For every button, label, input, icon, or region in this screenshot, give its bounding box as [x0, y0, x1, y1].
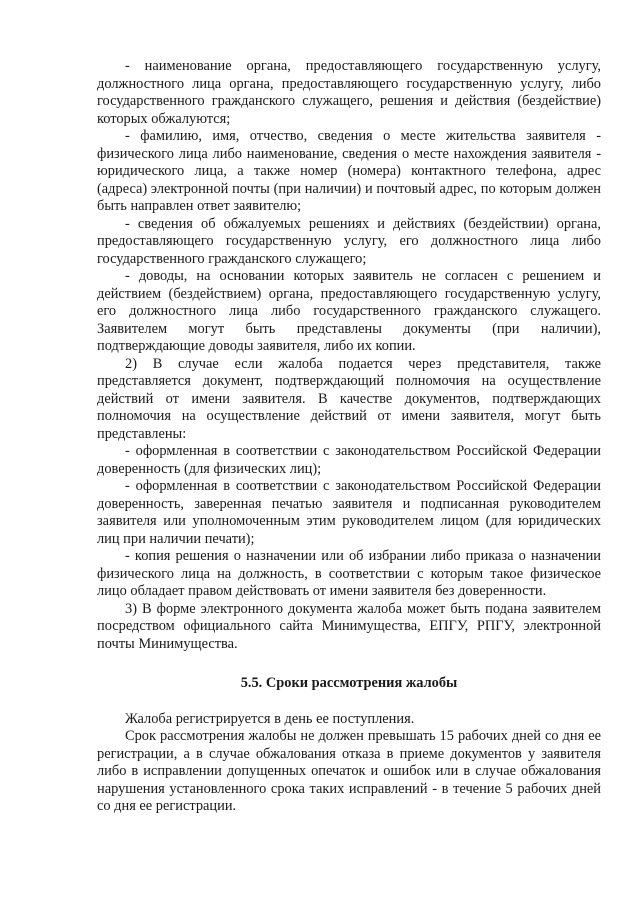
paragraph: Срок рассмотрения жалобы не должен превышать 15 рабочих дней со дня ее регистрации, а в случае обжалования отказа в приеме документов у заявителя либо в исправлении допущенных опечаток и ошибок или в случае обжалования нарушения установленного срока таких исправлений - в течение 5 рабочих дней со дня ее регистрации. [97, 728, 601, 814]
paragraph: - сведения об обжалуемых решениях и действиях (бездействии) органа, предоставляющего государственную услугу, его должностного лица либо государственного гражданского служащего; [97, 215, 601, 267]
paragraph: - копия решения о назначении или об избрании либо приказа о назначении физического лица на должность, в соответствии с которым такое физическое лицо обладает правом действовать от имени заявителя без доверенности. [97, 548, 601, 599]
paragraph: - фамилию, имя, отчество, сведения о месте жительства заявителя - физического лица либо наименование, сведения о месте нахождения заявителя - юридического лица, а также номер (номера) контактного телефона, адрес (адреса) электронной почты (при наличии) и почтовый адрес, по которым должен быть направлен ответ заявителю; [97, 128, 601, 214]
paragraph: Жалоба регистрируется в день ее поступления. [125, 710, 415, 727]
paragraph: - оформленная в соответствии с законодательством Российской Федерации доверенность (для физических лиц); [97, 443, 601, 477]
paragraph: 2) В случае если жалоба подается через представителя, также представляется документ, подтверждающий полномочия на осуществление действий от имени заявителя. В качестве документов, подтверждающих полномочия на осуществление действий от имени заявителя, могут быть представлены: [97, 355, 601, 442]
paragraph: - наименование органа, предоставляющего государственную услугу, должностного лица органа, предоставляющего государственную услугу, либо государственного гражданского служащего, решения и действия (бездействие) которых обжалуются; [97, 58, 601, 127]
paragraph: - доводы, на основании которых заявитель не согласен с решением и действием (бездействием) органа, предоставляющего государственную услугу, его должностного лица либо государственного гражданского служащего. Заявителем могут быть представлены документы (при наличии), подтверждающие доводы заявителя, либо их копии. [97, 268, 601, 354]
section-heading: 5.5. Сроки рассмотрения жалобы [240, 675, 458, 691]
paragraph: 3) В форме электронного документа жалоба может быть подана заявителем посредством официального сайта Минимущества, ЕПГУ, РПГУ, электронной почты Минимущества. [97, 600, 601, 652]
document-page [97, 58, 601, 816]
paragraph: - оформленная в соответствии с законодательством Российской Федерации доверенность, заверенная печатью заявителя и подписанная руководителем заявителя или уполномоченным этим руководителем лицом (для юридических лиц при наличии печати); [97, 478, 601, 547]
